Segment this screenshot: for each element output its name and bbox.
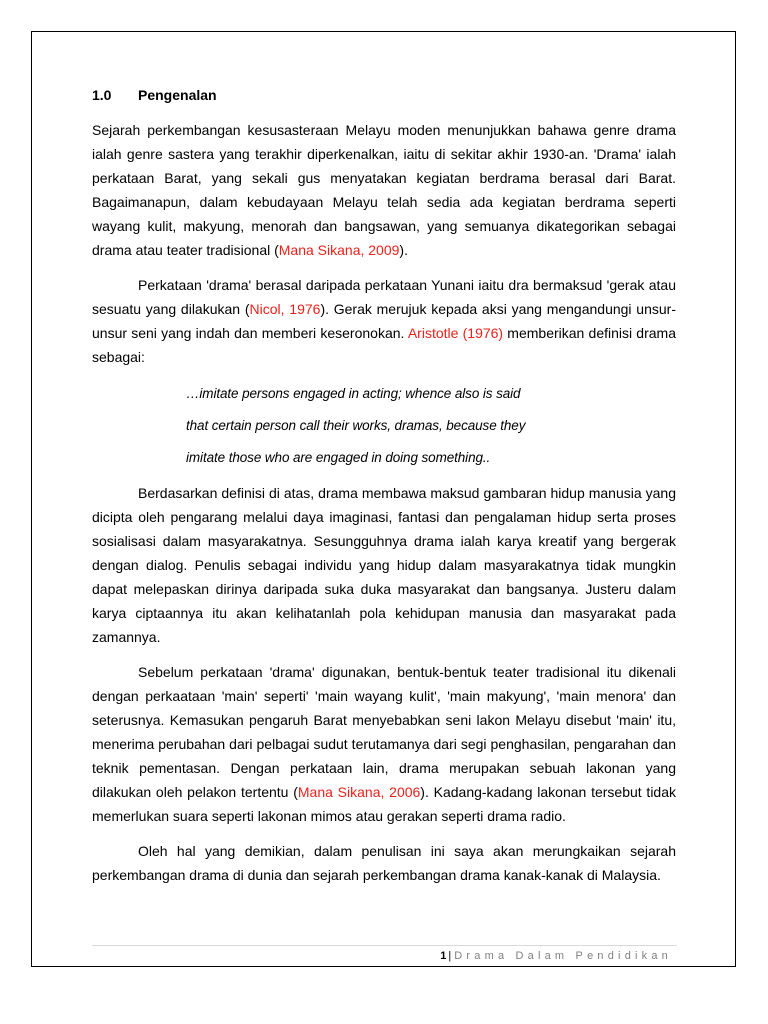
page-number: 1 bbox=[440, 950, 447, 962]
paragraph-4-text-2: ). Kadang-kadang lakonan tersebut tidak memerlukan suara seperti lakonan mimos atau gerakan seperti drama radio. bbox=[92, 784, 676, 824]
citation-mana-sikana-2009: Mana Sikana, 2009 bbox=[278, 242, 400, 258]
section-title: Pengenalan bbox=[138, 87, 217, 103]
paragraph-2 bbox=[92, 273, 676, 369]
citation-nicol-1976: Nicol, 1976 bbox=[249, 301, 321, 317]
footer-separator: | bbox=[448, 950, 452, 962]
paragraph-1-text: Sejarah perkembangan kesusasteraan Melayu moden menunjukkan bahawa genre drama ialah genre sastera yang terakhir diperkenalkan, iaitu di sekitar akhir 1930-an. 'Drama' ialah perkataan Barat, yang sekali gus menyatakan kegiatan berdrama berasal dari Barat. Bagaimanapun, dalam kebudayaan Melayu telah sedia ada kegiatan berdrama seperti wayang kulit, makyung, menorah dan bangsawan, yang semuanya dikategorikan sebagai drama atau teater tradisional ( bbox=[92, 122, 676, 258]
paragraph-1 bbox=[92, 118, 676, 262]
paragraph-5: Oleh hal yang demikian, dalam penulisan ini saya akan merungkaikan sejarah perkembangan drama di dunia dan sejarah perkembangan drama kanak-kanak di Malaysia. bbox=[92, 843, 676, 883]
quote-line: imitate those who are engaged in doing something.. bbox=[186, 450, 491, 465]
section-number: 1.0 bbox=[92, 87, 112, 103]
paragraph-2-text-2: ). Gerak merujuk kepada aksi yang mengandungi unsur-unsur seni yang indah dan memberi keseronokan. bbox=[92, 301, 676, 341]
paragraph-4-text-1: Sebelum perkataan 'drama' digunakan, bentuk-bentuk teater tradisional itu dikenali dengan perkaataan 'main' seperti' 'main wayang kulit', 'main makyung', 'main menora' dan seterusnya. Kemasukan pengaruh Barat menyebabkan seni lakon Melayu disebut 'main' itu, menerima perubahan dari pelbagai sudut terutamanya dari segi penghasilan, pengarahan dan teknik pementasan. Dengan perkataan lain, drama merupakan sebuah lakonan yang dilakukan oleh pelakon tertentu ( bbox=[92, 664, 676, 800]
section-heading bbox=[92, 83, 676, 107]
paragraph-2-text-3: memberikan definisi drama sebagai: bbox=[92, 325, 676, 365]
footer-divider bbox=[92, 945, 677, 946]
citation-mana-sikana-2006: Mana Sikana, 2006 bbox=[297, 784, 421, 800]
paragraph-1-after: ). bbox=[399, 242, 408, 258]
page-footer bbox=[440, 950, 672, 962]
paragraph-3: Berdasarkan definisi di atas, drama membawa maksud gambaran hidup manusia yang dicipta oleh pengarang melalui daya imaginasi, fantasi dan pengalaman hidup serta proses sosialisasi dalam masyarakatnya. Sesungguhnya drama ialah karya kreatif yang bergerak dengan dialog. Penulis sebagai individu yang hidup dalam masyarakatnya tidak mungkin dapat melepaskan dirinya daripada suka duka masyarakat dan bangsanya. Justeru dalam karya ciptaannya itu akan kelihatanlah pola kehidupan manusia dan masyarakat pada zamannya. bbox=[92, 485, 676, 645]
paragraph-4 bbox=[92, 660, 676, 828]
footer-title: Drama Dalam Pendidikan bbox=[454, 950, 672, 962]
quote-line: …imitate persons engaged in acting; whence also is said bbox=[186, 386, 521, 401]
quote-line: that certain person call their works, dramas, because they bbox=[186, 418, 526, 433]
document-body bbox=[92, 83, 676, 898]
block-quote bbox=[92, 378, 676, 474]
citation-aristotle-1976: Aristotle (1976) bbox=[407, 325, 504, 341]
paragraph-2-text-1: Perkataan 'drama' berasal daripada perkataan Yunani iaitu dra bermaksud 'gerak atau sesuatu yang dilakukan ( bbox=[92, 277, 676, 317]
